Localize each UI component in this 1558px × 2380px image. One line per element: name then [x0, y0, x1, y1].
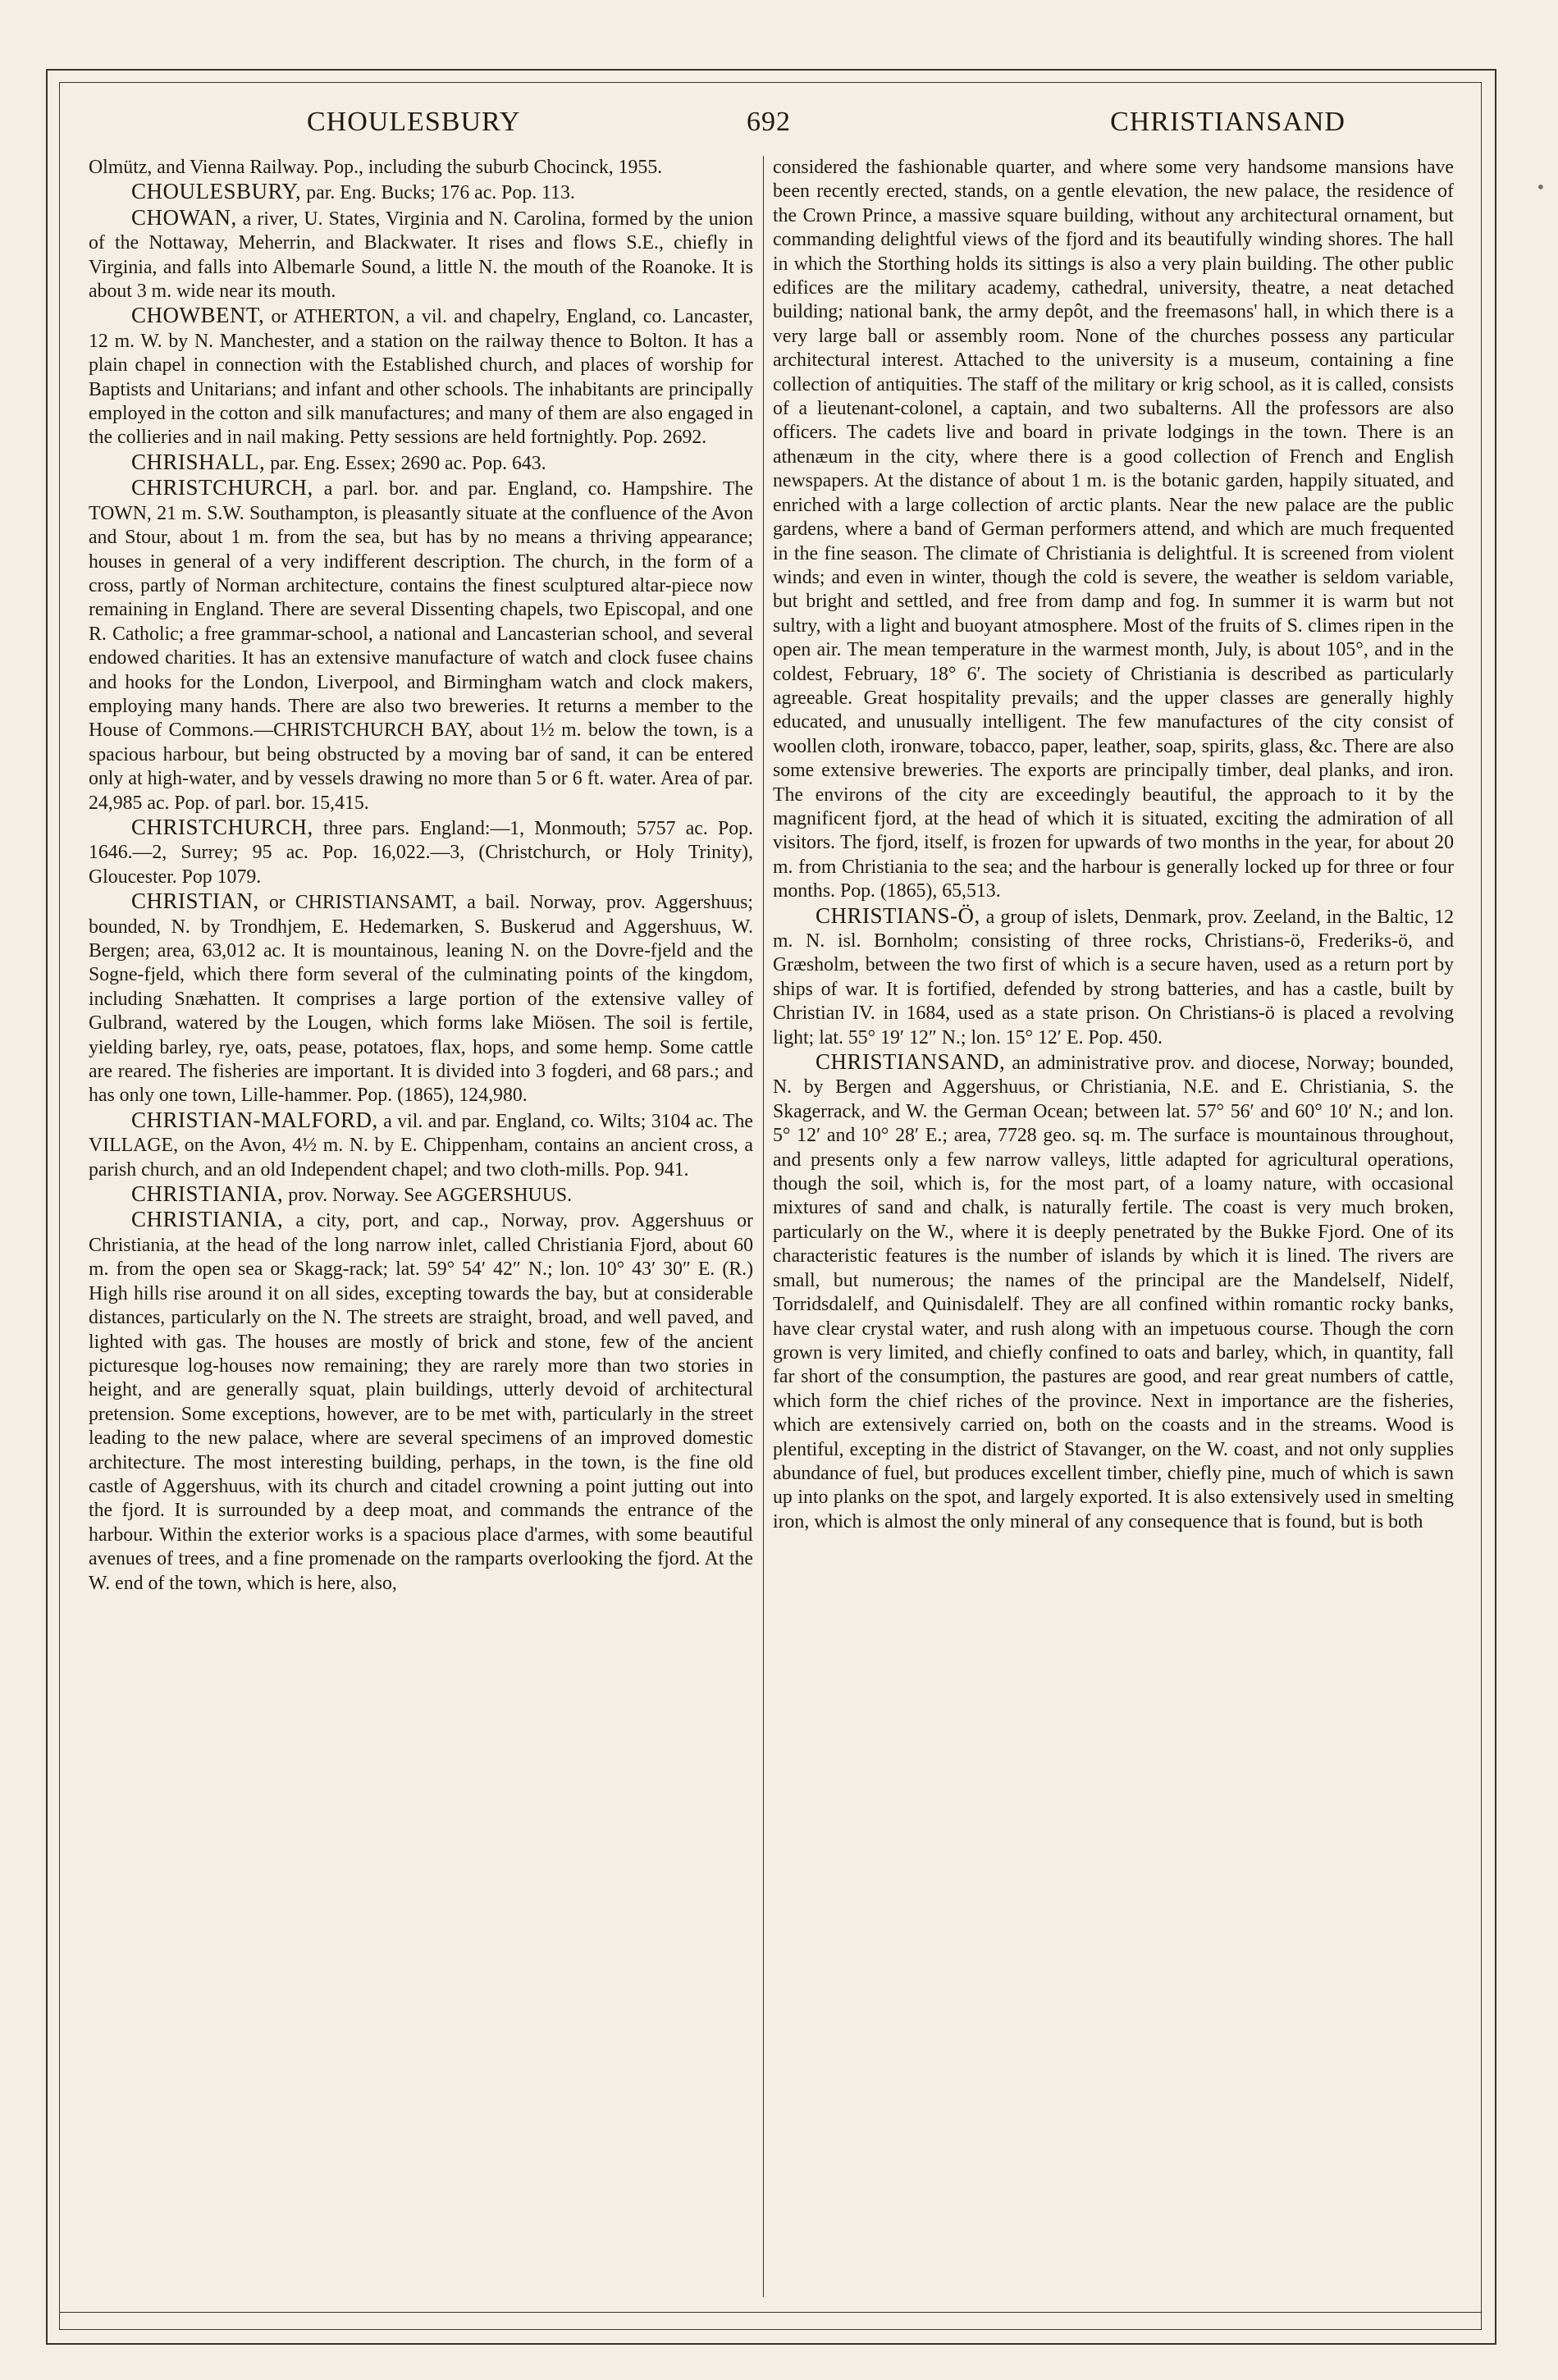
entry-text: par. Eng. Essex; 2690 ac. Pop. 643.	[265, 452, 546, 474]
dictionary-entry	[89, 180, 753, 205]
header-right-guide-word: CHRISTIANSAND	[1110, 107, 1346, 137]
bottom-rule	[59, 2312, 1482, 2313]
dictionary-entry	[773, 1050, 1454, 1534]
right-column	[773, 156, 1454, 2305]
margin-mark: •	[1536, 177, 1546, 197]
entry-headword: CHRISTIANIA,	[131, 1181, 284, 1207]
entry-text: Olmütz, and Vienna Railway. Pop., including the suburb Chocinck, 1955.	[89, 157, 663, 178]
entry-headword: CHOWBENT,	[131, 303, 265, 328]
entry-headword: CHRISTIANS-Ö,	[816, 902, 980, 928]
entry-headword: CHRISTIAN-MALFORD,	[131, 1107, 378, 1132]
dictionary-entry	[89, 476, 753, 815]
dictionary-entry	[89, 156, 753, 180]
dictionary-entry	[89, 206, 753, 304]
dictionary-entry	[89, 304, 753, 450]
entry-headword: CHOULESBURY,	[131, 179, 302, 204]
running-header	[74, 100, 1469, 146]
entry-text: or ATHERTON, a vil. and chapelry, England, co. Lancaster, 12 m. W. by N. Manchester, and a station on the railway thence to Bolton. It has a plain chapel in connection with the Established church, and places of worship for Baptists and Unitarians; and infant and other schools. The inhabitants are principally employed in the cotton and silk manufactures; and many of them are also engaged in the collieries and in nail making. Petty sessions are held fortnightly. Pop. 2692.	[89, 306, 753, 449]
column-divider	[763, 156, 764, 2297]
entry-text: a vil. and par. England, co. Wilts; 3104 ac. The VILLAGE, on the Avon, 4½ m. N. by E. Chippenham, contains an ancient cross, a parish church, and an old Independent chapel; and two cloth-mills. Pop. 941.	[89, 1110, 753, 1181]
entry-text: a group of islets, Denmark, prov. Zeeland, in the Baltic, 12 m. N. isl. Bornholm; consisting of three rocks, Christians-ö, Frederiks-ö, and Græsholm, between the two first of which is a secure haven, used as a return port by ships of war. It is fortified, defended by strong batteries, and has a castle, built by Christian IV. in 1684, used as a state prison. On Christians-ö is placed a revolving light; lat. 55° 19′ 12″ N.; lon. 15° 12′ E. Pop. 450.	[773, 906, 1454, 1048]
entry-text: three pars. England:—1, Monmouth; 5757 ac. Pop. 1646.—2, Surrey; 95 ac. Pop. 16,022.—3, (Christchurch, or Holy Trinity), Gloucester. Pop 1079.	[89, 817, 753, 888]
entry-text: par. Eng. Bucks; 176 ac. Pop. 113.	[301, 182, 575, 204]
entry-headword: CHRISTIANSAND,	[816, 1049, 1006, 1075]
dictionary-entry	[773, 156, 1454, 904]
entry-text: a river, U. States, Virginia and N. Carolina, formed by the union of the Nottaway, Meherrin, and Blackwater. It rises and flows S.E., chiefly in Virginia, and falls into Albemarle Sound, a little N. the mouth of the Roanoke. It is about 3 m. wide near its mouth.	[89, 208, 753, 303]
entry-headword: CHRISTCHURCH,	[131, 814, 313, 839]
page-number: 692	[747, 107, 791, 137]
entry-headword: CHOWAN,	[131, 204, 237, 230]
dictionary-entry	[89, 1182, 753, 1208]
dictionary-entry	[89, 450, 753, 476]
entry-headword: CHRISTCHURCH,	[131, 475, 313, 500]
entry-text: an administrative prov. and diocese, Norway; bounded, N. by Bergen and Aggershuus, or Christiania, N.E. and E. Christiania, S. the Skagerrack, and W. the German Ocean; between lat. 57° 56′ and 60° 10′ N.; and lon. 5° 12′ and 10° 28′ E.; area, 7728 geo. sq. m. The surface is mountainous throughout, and presents only a few narrow valleys, little adapted for agricultural operations, though the soil, which is, for the most part, of a loamy nature, with occasional mixtures of sand and chalk, is naturally fertile. The coast is very much broken, particularly on the W., where it is deeply penetrated by the Bukke Fjord. One of its characteristic features is the number of islands by which it is lined. The rivers are small, but numerous; the names of the principal are the Mandelself, Nidelf, Torridsdalelf, and Quinisdalelf. They are all confined within romantic rocky banks, have clear crystal water, and rush along with an impetuous course. Though the corn grown is very limited, and chiefly confined to oats and barley, which, in quantity, fall far short of the consumption, the pastures are good, and rear great numbers of cattle, which form the chief riches of the province. Next in importance are the fisheries, which are extensively carried on, both on the coasts and in the streams. Wood is plentiful, excepting in the district of Stavanger, on the W. coast, and not only supplies abundance of fuel, but produces excellent timber, chiefly pine, much of which is sawn up into planks on the spot, and largely exported. It is also extensively used in smelting iron, which is almost the only mineral of any consequence that is found, but is both	[773, 1053, 1454, 1533]
entry-headword: CHRISHALL,	[131, 449, 266, 474]
entry-text: a parl. bor. and par. England, co. Hampshire. The TOWN, 21 m. S.W. Southampton, is pleasantly situate at the confluence of the Avon and Stour, about 1 m. from the sea, but has by no means a thriving appearance; houses in general of a very indifferent description. The church, in the form of a cross, partly of Norman architecture, contains the finest sculptured altar-piece now remaining in England. There are several Dissenting chapels, two Episcopal, and one R. Catholic; a free grammar-school, a national and Lancasterian school, and several endowed charities. It has an extensive manufacture of watch and clock fusee chains and hooks for the London, Liverpool, and Birmingham watch and clock makers, employing many hands. There are also two breweries. It returns a member to the House of Commons.—CHRISTCHURCH BAY, about 1½ m. below the town, is a spacious harbour, but being obstructed by a moving bar of sand, it can be entered only at high-water, and by vessels drawing no more than 5 or 6 ft. water. Area of par. 24,985 ac. Pop. of parl. bor. 15,415.	[89, 478, 753, 814]
dictionary-entry	[89, 889, 753, 1108]
dictionary-entry	[89, 815, 753, 889]
dictionary-entry	[89, 1108, 753, 1182]
dictionary-entry	[89, 1208, 753, 1596]
entry-headword: CHRISTIAN,	[131, 889, 259, 914]
entry-text: a city, port, and cap., Norway, prov. Aggershuus or Christiania, at the head of the long narrow inlet, called Christiania Fjord, about 60 m. from the open sea or Skagg-rack; lat. 59° 54′ 42″ N.; lon. 10° 43′ 30″ E. (R.) High hills rise around it on all sides, excepting towards the bay, but at considerable distances, particularly on the N. The streets are straight, broad, and well paved, and lighted with gas. The houses are mostly of brick and stone, few of the ancient picturesque log-houses now remaining; they are rarely more than two stories in height, and are generally squat, plain buildings, utterly devoid of architectural pretension. Some exceptions, however, are to be met with, particularly in the street leading to the new palace, where are several specimens of an improved domestic architecture. The most interesting building, perhaps, in the town, is the fine old castle of Aggershuus, with its church and citadel crowning a point jutting out into the fjord. It is surrounded by a deep moat, and commands the entrance of the harbour. Within the exterior works is a spacious place d'armes, with some beautiful avenues of trees, and a fine promenade on the ramparts overlooking the fjord. At the W. end of the town, which is here, also,	[89, 1210, 753, 1594]
entry-headword: CHRISTIANIA,	[131, 1207, 284, 1232]
entry-text: prov. Norway. See AGGERSHUUS.	[283, 1185, 573, 1207]
left-column	[89, 156, 753, 2305]
entry-text: or CHRISTIANSAMT, a bail. Norway, prov. Aggershuus; bounded, N. by Trondhjem, E. Hedemarken, S. Buskerud and Aggershuus, W. Bergen; area, 63,012 ac. It is mountainous, leaning N. on the Dovre-fjeld and the Sogne-fjeld, which there form several of the culminating points of the kingdom, including Snæhatten. It comprises a large portion of the extensive valley of Gulbrand, watered by the Lougen, which forms lake Miösen. The soil is fertile, yielding barley, rye, oats, pease, potatoes, flax, hops, and some hemp. Some cattle are reared. The fisheries are important. It is divided into 3 fogderi, and 68 pars.; and has only one town, Lille-hammer. Pop. (1865), 124,980.	[89, 892, 753, 1107]
dictionary-entry	[773, 904, 1454, 1050]
header-left-guide-word: CHOULESBURY	[307, 107, 521, 137]
entry-text: considered the fashionable quarter, and where some very handsome mansions have been recently erected, stands, on a gentle elevation, the new palace, the residence of the Crown Prince, a massive square building, without any architectural ornament, but commanding delightful views of the fjord and its beautifully winding shores. The hall in which the Storthing holds its sittings is also a very plain building. The other public edifices are the military academy, cathedral, university, theatre, a neat detached building; national bank, the army depôt, and the freemasons' hall, in which there is a very large ball or assembly room. None of the churches possess any particular architectural interest. Attached to the university is a museum, containing a fine collection of antiquities. The staff of the military or krig school, as it is called, consists of a lieutenant-colonel, a captain, and two subalterns. All the professors are also officers. The cadets live and board in private lodgings in the town. There is an athenæum in the city, where there is a good collection of French and English newspapers. At the distance of about 1 m. is the botanic garden, happily situated, and enriched with a large collection of arctic plants. Near the new palace are the public gardens, where a band of German performers attend, and which are much frequented in the fine season. The climate of Christiania is delightful. It is screened from violent winds; and even in winter, though the cold is severe, the weather is seldom variable, but bright and settled, and free from damp and fog. In summer it is warm but not sultry, with a light and buoyant atmosphere. Most of the fruits of S. climes ripen in the open air. The mean temperature in the warmest month, July, is about 105°, and in the coldest, February, 18° 6′. The society of Christiania is described as particularly agreeable. Great hospitality prevails; and the upper classes are generally highly educated, and unusually intelligent. The few manufactures of the city consist of woollen cloth, ironware, tobacco, paper, leather, soap, spirits, glass, &c. There are also some extensive breweries. The exports are principally timber, deal planks, and iron. The environs of the city are exceedingly beautiful, the approach to it by the magnificent fjord, at the head of which it is situated, exciting the admiration of all visitors. The fjord, itself, is frozen for upwards of two months in the year, for about 20 m. from Christiania to the sea; and the harbour is generally locked up for three or four months. Pop. (1865), 65,513.	[773, 157, 1454, 902]
